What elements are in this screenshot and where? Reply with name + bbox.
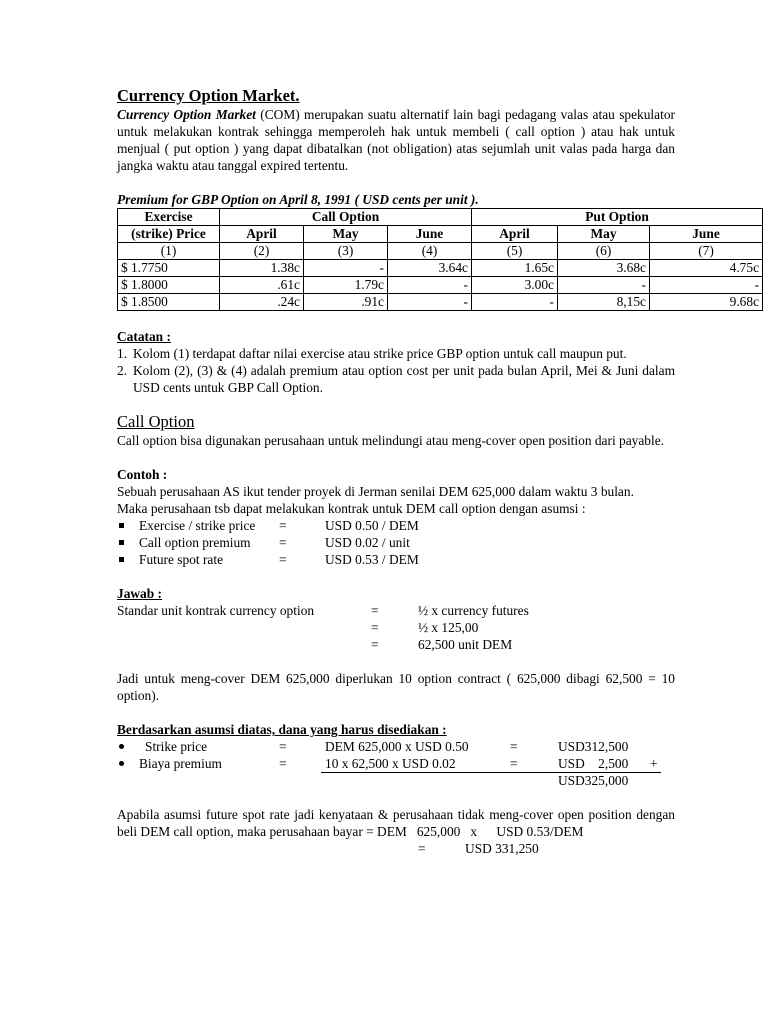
plus-sign: + (650, 756, 658, 771)
table-cell-strike: $ 1.7750 (118, 260, 220, 277)
funds-calculation: 10 x 62,500 x USD 0.02 (325, 756, 456, 771)
answer-line (117, 602, 675, 619)
funds-label: Strike price (145, 739, 208, 754)
square-bullet-icon (119, 523, 124, 528)
table-cell-strike: $ 1.8000 (118, 277, 220, 294)
funds-line (117, 738, 675, 755)
column-number: (5) (472, 243, 558, 260)
table-row (118, 294, 763, 311)
document-page (117, 86, 760, 857)
answer-line (117, 636, 675, 653)
header-put-june: June (650, 226, 763, 243)
table-row (118, 260, 763, 277)
spot-result-line (117, 840, 675, 857)
section-title-call-option: Call Option (117, 412, 195, 431)
assumption-item (117, 517, 675, 534)
funds-label: Biaya premium (139, 756, 222, 771)
column-number: (4) (388, 243, 472, 260)
spot-result: USD 331,250 (465, 841, 539, 856)
column-number: (6) (558, 243, 650, 260)
example-paragraph-1: Sebuah perusahaan AS ikut tender proyek di Jerman senilai DEM 625,000 dalam waktu 3 bulan. (117, 484, 634, 499)
intro-text: (COM) merupakan suatu alternatif lain bagi pedagang valas atau spekulator untuk melakukan kontrak sehingga memperoleh hak untuk membeli ( call option ) atau hak untuk menjual ( put option ) yang dapat dibatalkan (not obligation) atas sejumlah unit valas pada harga dan jangka waktu atau tanggal expired tertentu. (117, 107, 675, 173)
table-row (118, 277, 763, 294)
assumption-label: Future spot rate (139, 552, 224, 567)
table-cell: 1.65c (472, 260, 558, 277)
round-bullet-icon (119, 761, 124, 766)
table-cell: 8,15c (558, 294, 650, 311)
answer-label: Standar unit kontrak currency option (117, 603, 315, 618)
column-number: (2) (220, 243, 304, 260)
table-cell-strike: $ 1.8500 (118, 294, 220, 311)
header-exercise: Exercise (118, 209, 220, 226)
table-cell: 1.79c (304, 277, 388, 294)
intro-term: Currency Option Market (117, 107, 256, 122)
assumption-label: Call option premium (139, 535, 251, 550)
assumption-value: USD 0.02 / unit (325, 535, 410, 550)
funds-total: USD325,000 (558, 773, 629, 788)
table-header-row-2 (118, 226, 763, 243)
list-text: Kolom (2), (3) & (4) adalah premium atau option cost per unit pada bulan April, Mei & Juni dalam USD cents untuk GBP Call Option. (133, 363, 675, 395)
column-number: (1) (118, 243, 220, 260)
equals-sign: = (510, 739, 518, 754)
header-call-may: May (304, 226, 388, 243)
table-cell: 3.64c (388, 260, 472, 277)
premium-table (117, 208, 763, 311)
call-option-intro: Call option bisa digunakan perusahaan untuk melindungi atau meng-cover open position dari payable. (117, 433, 665, 448)
header-call-june: June (388, 226, 472, 243)
equals-sign: = (510, 756, 518, 771)
spot-amount: DEM 625,000 x (377, 824, 478, 839)
notes-list (117, 345, 675, 396)
notes-title: Catatan : (117, 329, 171, 344)
equals-sign: = (279, 518, 287, 533)
example-title: Contoh : (117, 467, 168, 482)
header-put-may: May (558, 226, 650, 243)
column-number: (7) (650, 243, 763, 260)
section-title-currency-option-market: Currency Option Market. (117, 86, 300, 105)
equals-sign: = (279, 552, 287, 567)
funds-result: USD312,500 (558, 739, 629, 754)
assumption-value: USD 0.50 / DEM (325, 518, 419, 533)
header-call-april: April (220, 226, 304, 243)
table-cell: .61c (220, 277, 304, 294)
column-number: (3) (304, 243, 388, 260)
equals-sign: = (371, 637, 379, 652)
table-cell: .91c (304, 294, 388, 311)
list-text: Kolom (1) terdapat daftar nilai exercise atau strike price GBP option untuk call maupun put. (133, 346, 627, 361)
equals-sign: = (371, 620, 379, 635)
equals-sign: = (279, 535, 287, 550)
spot-rate-text: USD 0.53/DEM (496, 824, 584, 839)
square-bullet-icon (119, 557, 124, 562)
example-paragraph-2: Maka perusahaan tsb dapat melakukan kontrak untuk DEM call option dengan asumsi : (117, 501, 586, 516)
table-cell: - (388, 294, 472, 311)
table-cell: 1.38c (220, 260, 304, 277)
square-bullet-icon (119, 540, 124, 545)
table-cell: - (304, 260, 388, 277)
answer-line (117, 619, 675, 636)
spot-text: Apabila asumsi future spot rate jadi kenyataan & perusahaan tidak meng-cover open position dengan beli DEM call option, maka perusahaan bayar = (117, 807, 675, 839)
header-strike-price: (strike) Price (118, 226, 220, 243)
equals-sign: = (418, 841, 426, 856)
funds-total-line (117, 772, 675, 789)
assumption-value: USD 0.53 / DEM (325, 552, 419, 567)
table-cell: 9.68c (650, 294, 763, 311)
table-cell: - (558, 277, 650, 294)
table-cell: - (472, 294, 558, 311)
table-cell: 3.68c (558, 260, 650, 277)
answer-title: Jawab : (117, 586, 163, 601)
funds-result: USD 2,500 (558, 756, 629, 771)
assumption-item (117, 551, 675, 568)
equals-sign: = (279, 739, 287, 754)
header-put-april: April (472, 226, 558, 243)
equals-sign: = (279, 756, 287, 771)
funds-line (117, 755, 675, 772)
table-cell: .24c (220, 294, 304, 311)
list-item (117, 362, 675, 396)
table-caption: Premium for GBP Option on April 8, 1991 ( USD cents per unit ). (117, 192, 479, 207)
answer-value: ½ x currency futures (418, 603, 529, 618)
table-header-row-3 (118, 243, 763, 260)
header-call-option: Call Option (220, 209, 472, 226)
funds-calculation: DEM 625,000 x USD 0.50 (325, 739, 469, 754)
assumption-label: Exercise / strike price (139, 518, 256, 533)
intro-paragraph (117, 106, 675, 174)
round-bullet-icon (119, 744, 124, 749)
list-number: 1. (117, 346, 128, 361)
table-cell: - (650, 277, 763, 294)
answer-value: 62,500 unit DEM (418, 637, 513, 652)
table-cell: - (388, 277, 472, 294)
header-put-option: Put Option (472, 209, 763, 226)
list-item (117, 345, 675, 362)
cover-paragraph: Jadi untuk meng-cover DEM 625,000 diperlukan 10 option contract ( 625,000 dibagi 62,500 = 10 option). (117, 671, 675, 703)
assumption-item (117, 534, 675, 551)
table-cell: 4.75c (650, 260, 763, 277)
table-cell: 3.00c (472, 277, 558, 294)
list-number: 2. (117, 363, 128, 378)
spot-paragraph (117, 806, 675, 840)
equals-sign: = (371, 603, 379, 618)
table-header-row-1 (118, 209, 763, 226)
answer-value: ½ x 125,00 (418, 620, 479, 635)
funds-title: Berdasarkan asumsi diatas, dana yang harus disediakan : (117, 722, 447, 737)
